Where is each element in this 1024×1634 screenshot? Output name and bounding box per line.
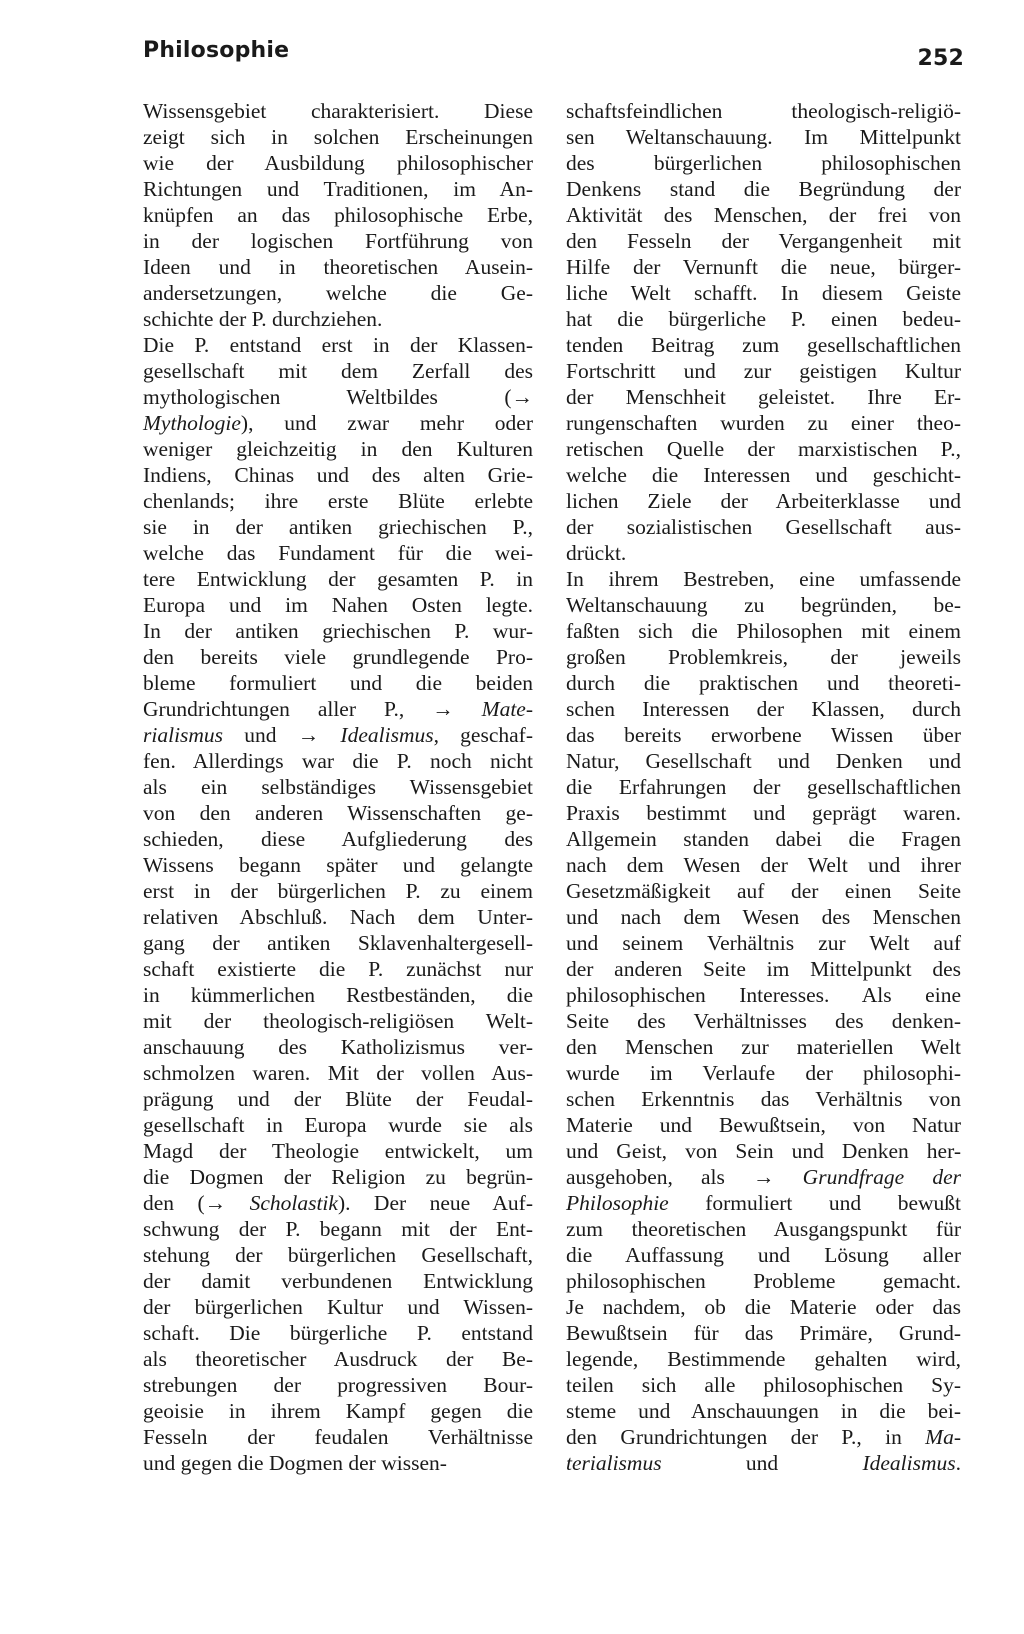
text-line: die Dogmen der Religion zu begrün-	[143, 1165, 533, 1189]
text-line: philosophischen Interesses. Als eine	[566, 983, 961, 1007]
text-line: teilen sich alle philosophischen Sy-	[566, 1373, 961, 1397]
text-line: Europa und im Nahen Osten legte.	[143, 593, 533, 617]
text-line: tenden Beitrag zum gesellschaftlichen	[566, 333, 961, 357]
text-line: Wissens begann später und gelangte	[143, 853, 533, 877]
text-line: terialismus und Idealismus.	[566, 1451, 961, 1475]
text-line: ausgehoben, als → Grundfrage der	[566, 1165, 961, 1189]
text-line: Gesetzmäßigkeit auf der einen Seite	[566, 879, 961, 903]
text-line: den Menschen zur materiellen Welt	[566, 1035, 961, 1059]
text-line: liche Welt schafft. In diesem Geiste	[566, 281, 961, 305]
text-line: schwung der P. begann mit der Ent-	[143, 1217, 533, 1241]
text-line: der anderen Seite im Mittelpunkt des	[566, 957, 961, 981]
text-line: nach dem Wesen der Welt und ihrer	[566, 853, 961, 877]
text-line: und Geist, von Sein und Denken her-	[566, 1139, 961, 1163]
text-line: die Erfahrungen der gesellschaftlichen	[566, 775, 961, 799]
text-line: Aktivität des Menschen, der frei von	[566, 203, 961, 227]
text-line: schaft. Die bürgerliche P. entstand	[143, 1321, 533, 1345]
section-title: Philosophie	[143, 38, 290, 63]
text-line: Weltanschauung zu begründen, be-	[566, 593, 961, 617]
text-line: andersetzungen, welche die Ge-	[143, 281, 533, 305]
text-line: Praxis bestimmt und geprägt waren.	[566, 801, 961, 825]
text-line: Natur, Gesellschaft und Denken und	[566, 749, 961, 773]
text-line: steme und Anschauungen in die bei-	[566, 1399, 961, 1423]
text-line: Grundrichtungen aller P., → Mate-	[143, 697, 533, 721]
text-line: schichte der P. durchziehen.	[143, 307, 383, 331]
text-line: schaftsfeindlichen theologisch-religiö-	[566, 99, 961, 123]
text-line: gesellschaft mit dem Zerfall des	[143, 359, 533, 383]
text-line: wie der Ausbildung philosophischer	[143, 151, 533, 175]
text-line: Philosophie formuliert und bewußt	[566, 1191, 961, 1215]
text-line: Die P. entstand erst in der Klassen-	[143, 333, 533, 357]
text-line: philosophischen Probleme gemacht.	[566, 1269, 961, 1293]
text-line: knüpfen an das philosophische Erbe,	[143, 203, 533, 227]
text-line: Hilfe der Vernunft die neue, bürger-	[566, 255, 961, 279]
text-line: hat die bürgerliche P. einen bedeu-	[566, 307, 961, 331]
text-line: den (→ Scholastik). Der neue Auf-	[143, 1191, 534, 1215]
text-line: das bereits erworbene Wissen über	[566, 723, 961, 747]
text-line: der Menschheit geleistet. Ihre Er-	[566, 385, 961, 409]
text-line: den Grundrichtungen der P., in Ma-	[566, 1425, 961, 1449]
text-line: der damit verbundenen Entwicklung	[143, 1269, 533, 1293]
text-line: Indiens, Chinas und des alten Grie-	[143, 463, 533, 487]
text-line: Seite des Verhältnisses des denken-	[566, 1009, 961, 1033]
text-line: schen Interessen der Klassen, durch	[566, 697, 961, 721]
text-line: chenlands; ihre erste Blüte erlebte	[143, 489, 533, 513]
text-line: In ihrem Bestreben, eine umfassende	[566, 567, 961, 591]
text-line: bleme formuliert und die beiden	[143, 671, 533, 695]
page-number: 252	[917, 46, 964, 71]
text-line: Denkens stand die Begründung der	[566, 177, 961, 201]
text-line: retischen Quelle der marxistischen P.,	[566, 437, 961, 461]
text-line: Allgemein standen dabei die Fragen	[566, 827, 961, 851]
text-line: Wissensgebiet charakterisiert. Diese	[143, 99, 533, 123]
text-line: den Fesseln der Vergangenheit mit	[566, 229, 961, 253]
text-line: schieden, diese Aufgliederung des	[143, 827, 533, 851]
text-line: zeigt sich in solchen Erscheinungen	[143, 125, 533, 149]
text-line: mythologischen Weltbildes (→	[143, 385, 533, 409]
text-line: durch die praktischen und theoreti-	[566, 671, 961, 695]
text-line: Fesseln der feudalen Verhältnisse	[143, 1425, 533, 1449]
text-line: der bürgerlichen Kultur und Wissen-	[143, 1295, 533, 1319]
text-line: den bereits viele grundlegende Pro-	[143, 645, 533, 669]
text-line: großen Problemkreis, der jeweils	[566, 645, 961, 669]
text-line: gang der antiken Sklavenhaltergesell-	[143, 931, 533, 955]
text-line: weniger gleichzeitig in den Kulturen	[143, 437, 533, 461]
text-line: wurde im Verlaufe der philosophi-	[566, 1061, 961, 1085]
text-line: des bürgerlichen philosophischen	[566, 151, 961, 175]
text-line: legende, Bestimmende gehalten wird,	[566, 1347, 961, 1371]
text-line: als theoretischer Ausdruck der Be-	[143, 1347, 533, 1371]
text-line: Fortschritt und zur geistigen Kultur	[566, 359, 961, 383]
text-line: relativen Abschluß. Nach dem Unter-	[143, 905, 533, 929]
text-line: Je nachdem, ob die Materie oder das	[566, 1295, 961, 1319]
text-line: welche das Fundament für die wei-	[143, 541, 533, 565]
text-line: schaft existierte die P. zunächst nur	[143, 957, 533, 981]
text-line: anschauung des Katholizismus ver-	[143, 1035, 533, 1059]
text-line: schen Erkenntnis das Verhältnis von	[566, 1087, 961, 1111]
text-line: mit der theologisch-religiösen Welt-	[143, 1009, 533, 1033]
text-line: fen. Allerdings war die P. noch nicht	[143, 749, 533, 773]
text-line: welche die Interessen und geschicht-	[566, 463, 961, 487]
text-line: Mythologie), und zwar mehr oder	[143, 411, 533, 435]
text-line: stehung der bürgerlichen Gesellschaft,	[143, 1243, 533, 1267]
text-line: tere Entwicklung der gesamten P. in	[143, 567, 533, 591]
text-line: und seinem Verhältnis zur Welt auf	[566, 931, 961, 955]
text-line: Bewußtsein für das Primäre, Grund-	[566, 1321, 961, 1345]
text-line: geoisie in ihrem Kampf gegen die	[143, 1399, 533, 1423]
text-line: Materie und Bewußtsein, von Natur	[566, 1113, 961, 1137]
text-line: Richtungen und Traditionen, im An-	[143, 177, 533, 201]
text-line: und nach dem Wesen des Menschen	[566, 905, 961, 929]
text-line: prägung und der Blüte der Feudal-	[143, 1087, 533, 1111]
text-line: als ein selbständiges Wissensgebiet	[143, 775, 533, 799]
text-line: Magd der Theologie entwickelt, um	[143, 1139, 533, 1163]
text-line: rialismus und → Idealismus, geschaf-	[143, 723, 533, 747]
text-line: die Auffassung und Lösung aller	[566, 1243, 961, 1267]
left-text-column	[143, 98, 533, 1476]
text-line: lichen Ziele der Arbeiterklasse und	[566, 489, 961, 513]
text-line: In der antiken griechischen P. wur-	[143, 619, 533, 643]
text-line: in kümmerlichen Restbeständen, die	[143, 983, 533, 1007]
text-line: rungenschaften wurden zu einer theo-	[566, 411, 961, 435]
text-line: in der logischen Fortführung von	[143, 229, 533, 253]
text-line: sie in der antiken griechischen P.,	[143, 515, 533, 539]
text-line: erst in der bürgerlichen P. zu einem	[143, 879, 533, 903]
text-line: faßten sich die Philosophen mit einem	[566, 619, 961, 643]
text-line: schmolzen waren. Mit der vollen Aus-	[143, 1061, 533, 1085]
text-line: Ideen und in theoretischen Ausein-	[143, 255, 533, 279]
text-line: gesellschaft in Europa wurde sie als	[143, 1113, 533, 1137]
text-line: von den anderen Wissenschaften ge-	[143, 801, 533, 825]
text-line: strebungen der progressiven Bour-	[143, 1373, 533, 1397]
text-line: und gegen die Dogmen der wissen-	[143, 1451, 447, 1475]
text-line: sen Weltanschauung. Im Mittelpunkt	[566, 125, 961, 149]
text-line: der sozialistischen Gesellschaft aus-	[566, 515, 961, 539]
text-line: zum theoretischen Ausgangspunkt für	[566, 1217, 961, 1241]
text-line: drückt.	[566, 541, 627, 565]
right-text-column	[566, 98, 961, 1476]
